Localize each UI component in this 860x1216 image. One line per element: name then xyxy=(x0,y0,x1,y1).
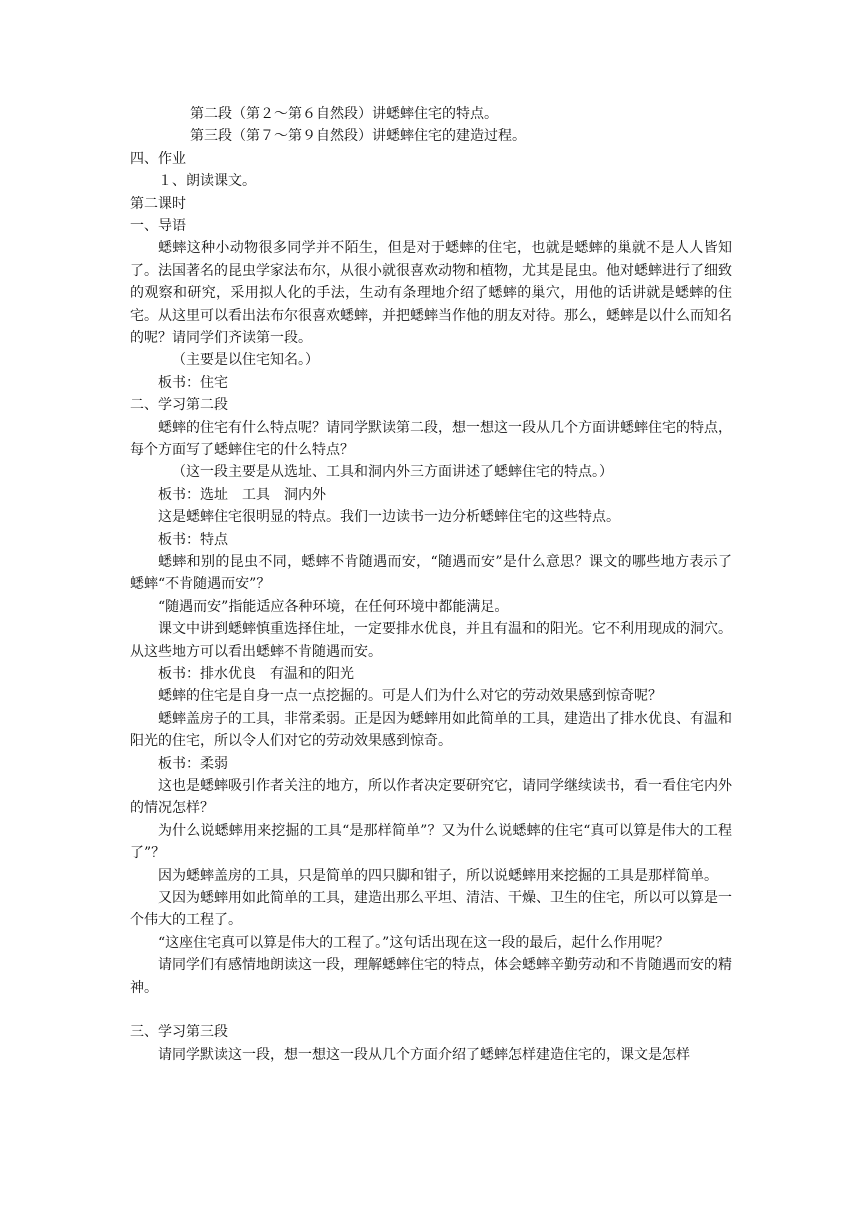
paragraph-read-aloud: 请同学们有感情地朗读这一段，理解蟋蟀住宅的特点，体会蟋蟀辛勤劳动和不肯随遇而安的精神。 xyxy=(130,957,732,996)
paragraph-not-content-question: 蟋蟀和别的昆虫不同，蟋蟀不肯随遇而安，“随遇而安”是什么意思？课文的哪些地方表示了蟋蟀“不肯随遇而安”？ xyxy=(130,553,732,593)
paragraph-simple-tool-question: 为什么说蟋蟀用来挖掘的工具“是那样简单”？又为什么说蟋蟀的住宅“真可以算是伟大的工程了”？ xyxy=(130,822,732,862)
heading-second-lesson: 第二课时 xyxy=(130,195,186,212)
board-note-weak: 板书：柔弱 xyxy=(158,755,228,772)
paragraph-simple-tool-answer: 因为蟋蟀盖房的工具，只是简单的四只脚和钳子，所以说蟋蟀用来挖掘的工具是那样简单。 xyxy=(158,867,718,884)
paragraph-obvious-features: 这是蟋蟀住宅很明显的特点。我们一边读书一边分析蟋蟀住宅的这些特点。 xyxy=(158,509,620,526)
paragraph-section-two-summary: 第二段（第２～第６自然段）讲蟋蟀住宅的特点。 xyxy=(190,106,498,122)
heading-study-section-three: 三、学习第三段 xyxy=(130,1024,228,1041)
paragraph-weak-tools: 蟋蟀盖房子的工具，非常柔弱。正是因为蟋蟀用如此简单的工具，建造出了排水优良、有温和阳光的住宅，所以令人们对它的劳动效果感到惊奇。 xyxy=(130,710,732,750)
paragraph-section-two-question: 蟋蟀的住宅有什么特点呢？请同学默读第二段，想一想这一段从几个方面讲蟋蟀住宅的特点，每个方面写了蟋蟀住宅的什么特点？ xyxy=(130,419,732,458)
paragraph-site-selection: 课文中讲到蟋蟀慎重选择住址，一定要排水优良，并且有温和的阳光。它不利用现成的洞穴。从这些地方可以看出蟋蟀不肯随遇而安。 xyxy=(130,621,732,660)
document-body xyxy=(130,103,732,1066)
paragraph-digging-question: 蟋蟀的住宅是自身一点一点挖掘的。可是人们为什么对它的劳动效果感到惊奇呢？ xyxy=(158,688,662,705)
paragraph-author-focus: 这也是蟋蟀吸引作者关注的地方，所以作者决定要研究它，请同学继续读书，看一看住宅内外的情况怎样？ xyxy=(130,777,732,817)
paragraph-homework-item: １、朗读课文。 xyxy=(158,173,256,190)
paragraph-answer-residence: （主要是以住宅知名。） xyxy=(172,352,319,369)
paragraph-idiom-meaning: “随遇而安”指能适应各种环境，在任何环境中都能满足。 xyxy=(158,598,509,615)
paragraph-sentence-function-question: “这座住宅真可以算是伟大的工程了。”这句话出现在这一段的最后，起什么作用呢？ xyxy=(158,934,670,951)
blank-line xyxy=(130,999,732,1021)
paragraph-section-two-answer: （这一段主要是从选址、工具和洞内外三方面讲述了蟋蟀住宅的特点。） xyxy=(172,464,613,481)
board-note-residence: 板书：住宅 xyxy=(158,374,228,391)
paragraph-introduction: 蟋蟀这种小动物很多同学并不陌生，但是对于蟋蟀的住宅，也就是蟋蟀的巢就不是人人皆知了。法国著名的昆虫学家法布尔，从很小就很喜欢动物和植物，尤其是昆虫。他对蟋蟀进行了细致的观察和研究，采用拟人化的手法，生动有条理地介绍了蟋蟀的巢穴，用他的话讲就是蟋蟀的住宅。从这里可以看出法布尔很喜欢蟋蟀，并把蟋蟀当作他的朋友对待。那么，蟋蟀是以什么而知名的呢？请同学们齐读第一段。 xyxy=(130,240,732,346)
heading-homework: 四、作业 xyxy=(130,150,186,167)
heading-study-section-two: 二、学习第二段 xyxy=(130,397,228,414)
board-note-drainage-sunlight: 板书：排水优良 有温和的阳光 xyxy=(158,665,354,682)
paragraph-section-three-question: 请同学默读这一段，想一想这一段从几个方面介绍了蟋蟀怎样建造住宅的，课文是怎样 xyxy=(158,1046,690,1063)
paragraph-section-three-summary: 第三段（第７～第９自然段）讲蟋蟀住宅的建造过程。 xyxy=(190,128,526,145)
board-note-features: 板书：特点 xyxy=(158,531,228,548)
paragraph-great-project-answer: 又因为蟋蟀用如此简单的工具，建造出那么平坦、清洁、干燥、卫生的住宅，所以可以算是一个伟大的工程了。 xyxy=(130,889,732,929)
board-note-three-aspects: 板书：选址 工具 洞内外 xyxy=(158,486,326,503)
heading-introduction: 一、导语 xyxy=(130,217,186,234)
